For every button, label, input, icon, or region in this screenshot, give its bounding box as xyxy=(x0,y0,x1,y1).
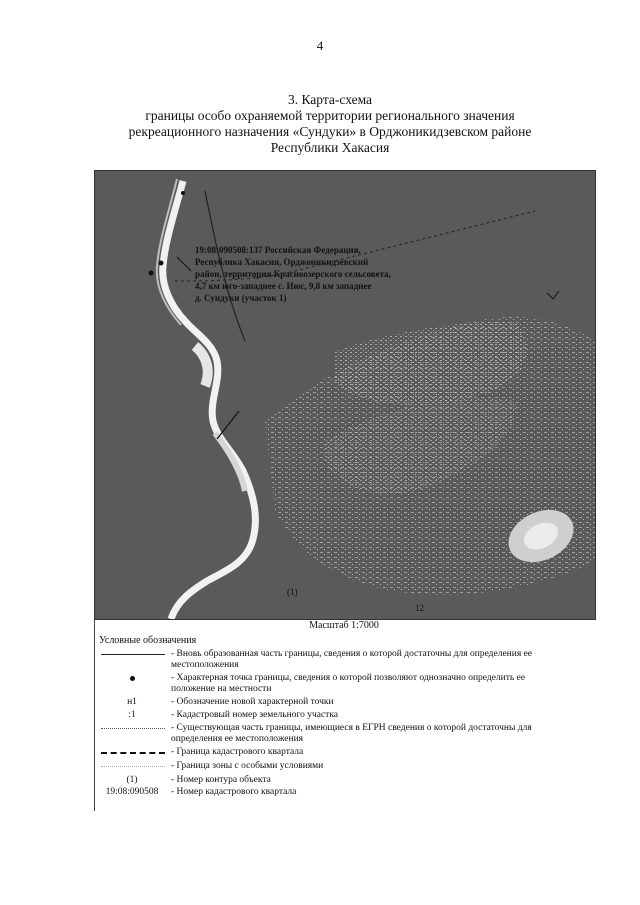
document-title xyxy=(60,92,600,156)
sparse-line-symbol xyxy=(101,766,165,767)
annotation-line: д. Сундуки (участок 1) xyxy=(195,293,287,303)
title-line-3: рекреационного назначения «Сундуки» в Орджоникидзевском районе xyxy=(128,124,532,139)
legend xyxy=(94,619,595,811)
annotation-line: Республика Хакасия, Орджоникидзевский xyxy=(195,257,369,267)
contour-label: (1) xyxy=(287,587,298,597)
legend-item-text: - Обозначение новой характерной точки xyxy=(171,697,334,707)
quarter-number-symbol: 19:08:090508 xyxy=(105,787,159,797)
page-number: 4 xyxy=(316,38,324,53)
satellite-map[interactable] xyxy=(94,170,596,620)
boundary-point xyxy=(149,271,154,276)
contour-number-symbol: (1) xyxy=(126,775,138,785)
boundary-point xyxy=(159,261,164,266)
legend-item-text: - Характерная точка границы, сведения о которой позволяют однозначно определить ее положение на местности xyxy=(171,673,526,694)
solid-line-symbol xyxy=(101,654,165,655)
legend-item-text: - Номер кадастрового квартала xyxy=(171,787,297,797)
title-line-1: 3. Карта-схема xyxy=(287,92,373,107)
legend-item-text: - Номер контура объекта xyxy=(171,775,271,785)
legend-item-text: - Вновь образованная часть границы, сведения о которой достаточны для определения ее местоположения xyxy=(171,649,533,670)
contour-label: 12 xyxy=(415,603,424,613)
legend-item-text: - Граница кадастрового квартала xyxy=(171,747,304,757)
dotted-line-symbol xyxy=(101,728,165,729)
annotation-line: 4,7 км юго-западнее с. Июс, 9,8 км западнее xyxy=(195,281,372,291)
legend-item-text: - Существующая часть границы, имеющиеся в ЕГРН сведения о которой достаточны для определения ее местоположения xyxy=(171,723,532,744)
legend-item-text: - Кадастровый номер земельного участка xyxy=(171,710,339,720)
title-line-4: Республики Хакасия xyxy=(270,140,390,155)
map-canvas xyxy=(95,171,595,619)
dashed-line-symbol xyxy=(101,752,165,754)
annotation-line: 19:08:090508:137 Российская Федерация, xyxy=(195,245,361,255)
point-symbol xyxy=(95,673,169,685)
annotation-line: район, территория Красноозерского сельсовета, xyxy=(195,269,391,279)
legend-item-text: - Граница зоны с особыми условиями xyxy=(171,761,324,771)
parcel-number-symbol: :1 xyxy=(128,710,136,720)
legend-title: Условные обозначения xyxy=(99,635,197,646)
boundary-point xyxy=(181,191,185,195)
new-point-symbol: н1 xyxy=(127,697,137,707)
map-scale: Масштаб 1:7000 xyxy=(309,620,379,631)
title-line-2: границы особо охраняемой территории регионального значения xyxy=(145,108,515,123)
